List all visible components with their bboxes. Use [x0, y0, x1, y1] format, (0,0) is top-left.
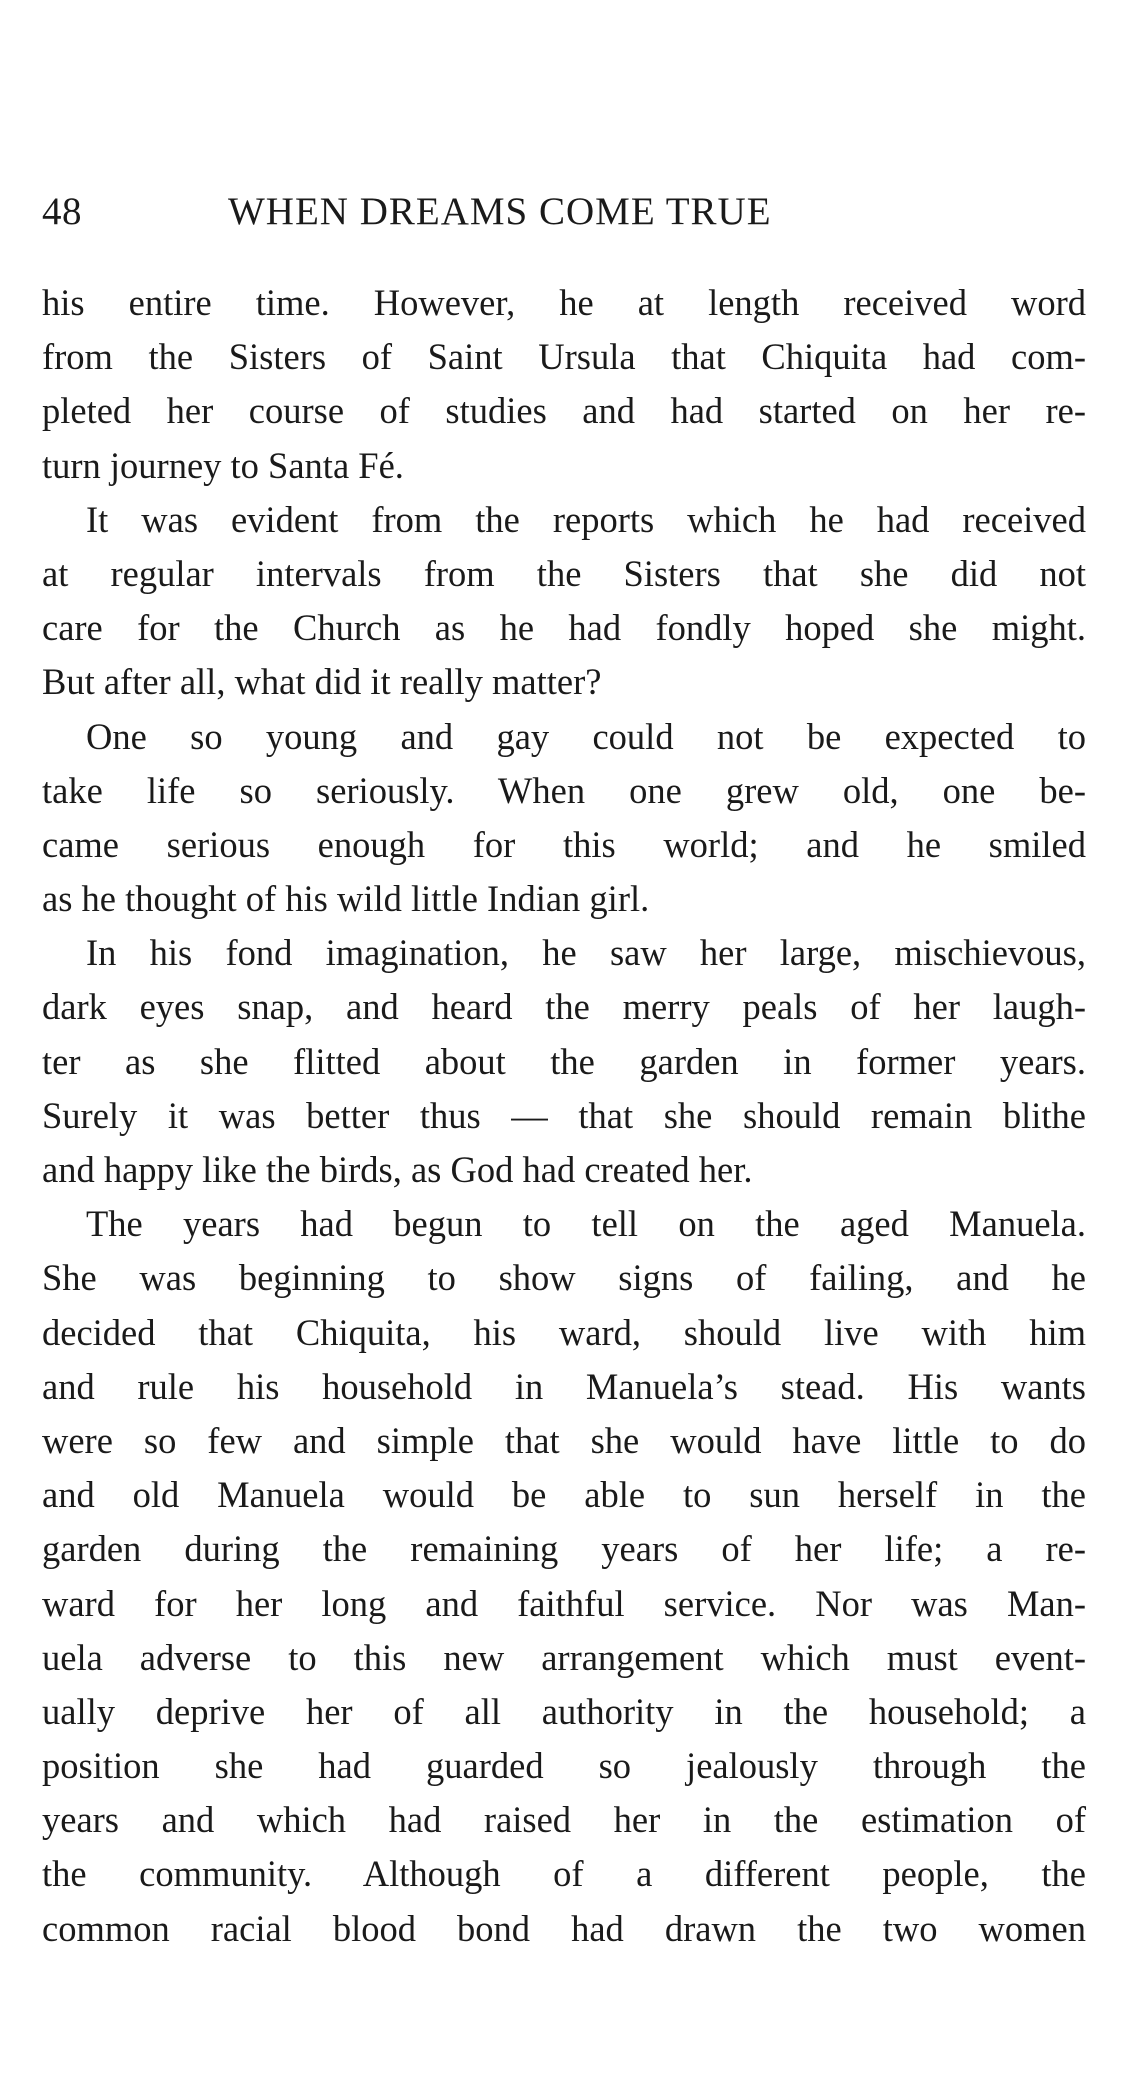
text-line: She was beginning to show signs of failing, and he — [42, 1257, 1086, 1299]
text-line: years and which had raised her in the estimation of — [42, 1799, 1086, 1841]
book-title: WHEN DREAMS COME TRUE — [228, 190, 772, 233]
text-line: But after all, what did it really matter? — [42, 661, 602, 703]
text-line: It was evident from the reports which he had received — [86, 498, 1086, 540]
text-line: care for the Church as he had fondly hoped she might. — [42, 607, 1086, 649]
text-line: and rule his household in Manuela’s stead. His wants — [42, 1365, 1086, 1407]
text-line: ually deprive her of all authority in the household; a — [42, 1690, 1086, 1732]
text-line: the community. Although of a different people, the — [42, 1853, 1086, 1895]
text-line: Surely it was better thus — that she should remain blithe — [42, 1094, 1086, 1136]
text-line: turn journey to Santa Fé. — [42, 444, 404, 486]
text-line: were so few and simple that she would have little to do — [42, 1419, 1086, 1461]
text-line: dark eyes snap, and heard the merry peals of her laugh- — [42, 986, 1086, 1028]
text-line: ward for her long and faithful service. Nor was Man- — [42, 1582, 1086, 1624]
text-line: at regular intervals from the Sisters that she did not — [42, 552, 1086, 594]
text-line: his entire time. However, he at length received word — [42, 282, 1086, 323]
body-text — [42, 276, 1086, 1956]
text-line: In his fond imagination, he saw her large, mischievous, — [86, 932, 1086, 974]
text-line: and old Manuela would be able to sun herself in the — [42, 1474, 1086, 1516]
text-line: The years had begun to tell on the aged Manuela. — [86, 1203, 1086, 1245]
text-line: as he thought of his wild little Indian girl. — [42, 878, 650, 920]
text-line: pleted her course of studies and had started on her re- — [42, 390, 1086, 432]
text-line: decided that Chiquita, his ward, should live with him — [42, 1311, 1086, 1353]
running-head — [42, 184, 1086, 240]
text-line: common racial blood bond had drawn the two women — [42, 1907, 1086, 1949]
text-line: position she had guarded so jealously through the — [42, 1745, 1086, 1787]
text-line: garden during the remaining years of her life; a re- — [42, 1528, 1086, 1570]
text-line: came serious enough for this world; and he smiled — [42, 823, 1086, 865]
text-line: One so young and gay could not be expected to — [86, 715, 1086, 757]
page-number: 48 — [42, 190, 82, 233]
text-line: uela adverse to this new arrangement which must event- — [42, 1636, 1086, 1678]
text-line: and happy like the birds, as God had created her. — [42, 1149, 753, 1190]
text-line: from the Sisters of Saint Ursula that Chiquita had com- — [42, 336, 1086, 378]
text-line: ter as she flitted about the garden in former years. — [42, 1040, 1086, 1082]
text-line: take life so seriously. When one grew old, one be- — [42, 769, 1086, 811]
